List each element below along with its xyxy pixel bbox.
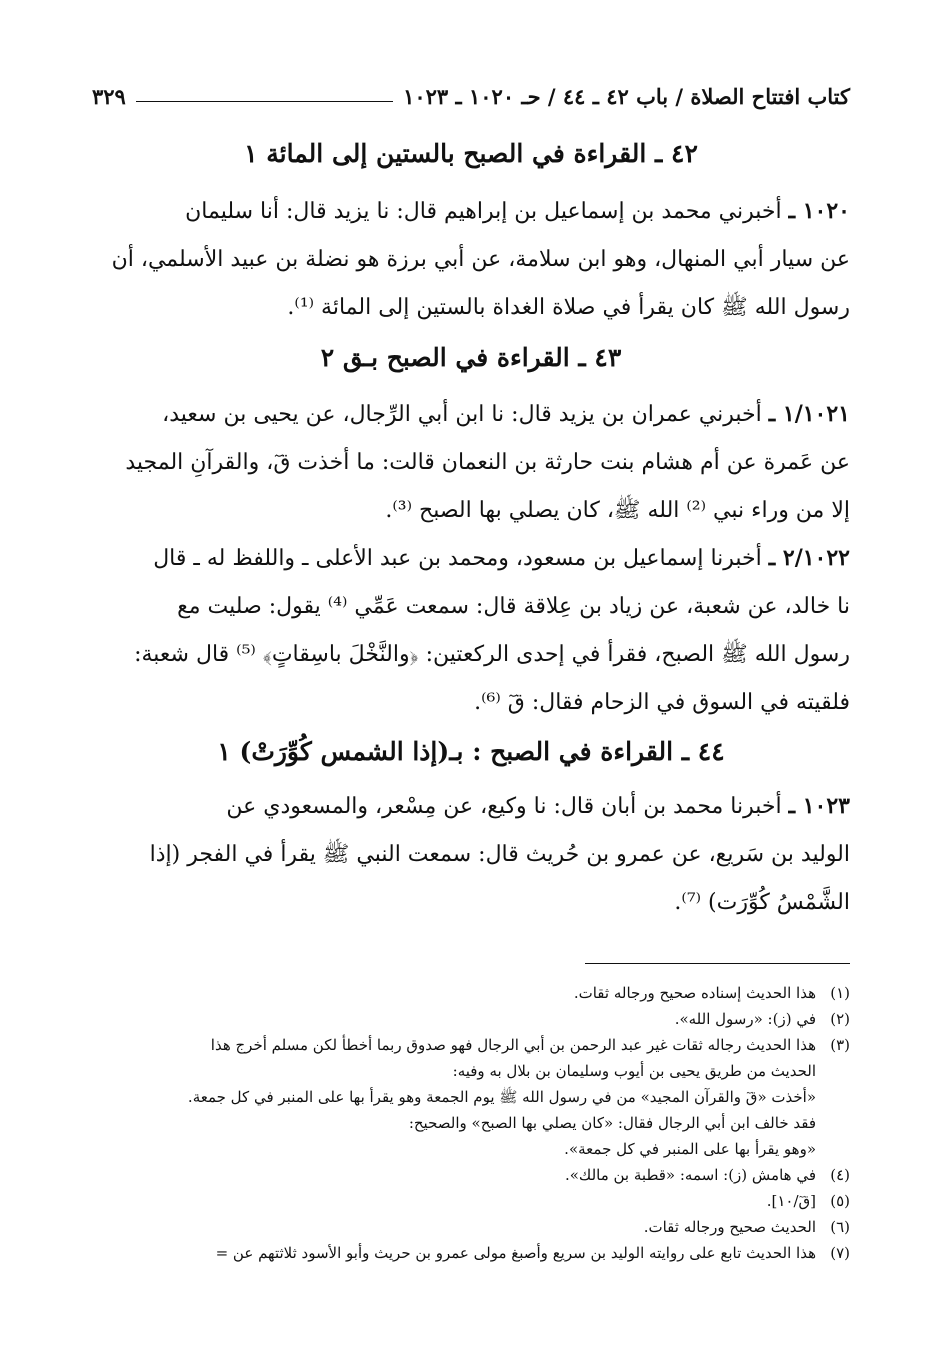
hadith-line: أخبرنا محمد بن أبان قال: نا وكيع، عن مِسْعر، والمسعودي عن [226,794,782,819]
hadith-1022 [92,534,850,727]
running-head [92,84,850,109]
hadith-line: أخبرني عمران بن يزيد قال: نا ابن أبي الرِّجال، عن يحيى بن سعيد، [162,402,762,427]
hadith-line: أخبرنا إسماعيل بن مسعود، ومحمد بن عبد الأعلى ـ واللفظ له ـ قال [153,546,762,571]
footnote-number: (٥) [830,1192,850,1210]
footnote-3-line-4: فقد خالف ابن أبي الرجال فقال: «كان يصلي بها الصبح» والصحيح: [408,1114,816,1132]
footnote-text: هذا الحديث إسناده صحيح ورجاله ثقات. [573,984,816,1002]
hadith-line: عن سيار أبي المنهال، وهو ابن سلامة، عن أبي برزة هو نضلة بن عبيد الأسلمي، أن [111,247,850,272]
footnote-number: (٤) [830,1166,850,1184]
footnotes [92,980,850,1266]
section-title-43: ٤٣ ـ القراءة في الصبح بـق ٢ [320,343,622,372]
footnote-text: في (ز): «رسول الله». [674,1010,816,1028]
footnote-text: الحديث صحيح ورجاله ثقات. [643,1218,816,1236]
hadith-1020 [92,187,850,332]
hadith-line: الوليد بن سَريع، عن عمرو بن حُريث قال: سمعت النبي ﷺ يقرأ في الفجر (إذا [149,842,850,867]
footnote-rule [585,963,850,964]
hadith-line: أخبرني محمد بن إسماعيل بن إبراهيم قال: نا يزيد قال: أنا سليمان [185,199,782,224]
hadith-number: ١٠٢٣ ـ [788,793,850,819]
footnote-text: في هامش (ز): اسمه: «قطبة بن مالك». [564,1166,816,1184]
footnote-number: (١) [830,984,850,1002]
hadith-line: فلقيته في السوق في الزحام فقال: قٓ ⁽⁶⁾. [474,690,850,715]
footnote-3 [92,1032,850,1058]
footnote-number: (٧) [830,1244,850,1262]
hadith-line: نا خالد، عن شعبة، عن زياد بن عِلاقة قال: سمعت عَمِّي ⁽⁴⁾ يقول: صليت مع [177,594,850,619]
footnote-number: (٣) [830,1036,850,1054]
footnote-3-line-5: «وهو يقرأ بها على المنبر في كل جمعة». [564,1140,816,1158]
hadith-number: ١/١٠٢١ ـ [768,401,850,427]
hadith-number: ١٠٢٠ ـ [788,198,850,224]
footnote-5 [92,1188,850,1214]
section-title-42: ٤٢ ـ القراءة في الصبح بالستين إلى المائة ١ [244,139,698,168]
footnote-3-line-2: الحديث من طريق يحيى بن أيوب وسليمان بن بلال به وفيه: [452,1062,816,1080]
footnote-7 [92,1240,850,1266]
hadith-1023 [92,782,850,927]
footnote-text: هذا الحديث تابع على روايته الوليد بن سريع وأصبغ مولى عمرو بن حريث وأبو الأسود ثلاثتهم عن = [215,1244,816,1262]
hadith-line: الشَّمْسُ كُوِّرَت) ⁽⁷⁾. [674,890,850,915]
running-head-title: كتاب افتتاح الصلاة / باب ٤٢ ـ ٤٤ / حـ ١٠٢٠ ـ ١٠٢٣ [403,84,850,109]
footnote-text: [قٓ/١٠]. [766,1192,816,1210]
footnote-3-line-3: «أخذت «قٓ والقرآن المجيد» من في رسول الله ﷺ يوم الجمعة وهو يقرأ بها على المنبر في كل جمعة. [187,1088,816,1106]
footnote-text: هذا الحديث رجاله ثقات غير عبد الرحمن بن أبي الرجال فهو صدوق ربما أخطأ لكن مسلم أخرج هذا [210,1036,816,1054]
footnote-4 [92,1162,850,1188]
footnote-number: (٦) [830,1218,850,1236]
hadith-number: ٢/١٠٢٢ ـ [768,545,850,571]
page-number: ٣٢٩ [92,84,126,109]
hadith-line: رسول الله ﷺ الصبح، فقرأ في إحدى الركعتين: ﴿والنَّخْلَ باسِقاتٍ﴾ ⁽⁵⁾ قال شعبة: [134,642,850,667]
hadith-line: رسول الله ﷺ كان يقرأ في صلاة الغداة بالستين إلى المائة ⁽¹⁾. [287,295,850,320]
hadith-1021 [92,390,850,535]
footnote-6 [92,1214,850,1240]
section-title-44: ٤٤ ـ القراءة في الصبح : بـ(إذا الشمس كُوِّرَتْ) ١ [217,737,725,766]
footnote-number: (٢) [830,1010,850,1028]
hadith-line: عن عَمرة عن أم هشام بنت حارثة بن النعمان قالت: ما أخذت قٓ، والقرآنِ المجيد [125,450,850,475]
running-head-rule [136,101,393,102]
footnote-2 [92,1006,850,1032]
hadith-line: إلا من وراء نبي ⁽²⁾ الله ﷺ، كان يصلي بها الصبح ⁽³⁾. [385,498,850,523]
footnote-1 [92,980,850,1006]
